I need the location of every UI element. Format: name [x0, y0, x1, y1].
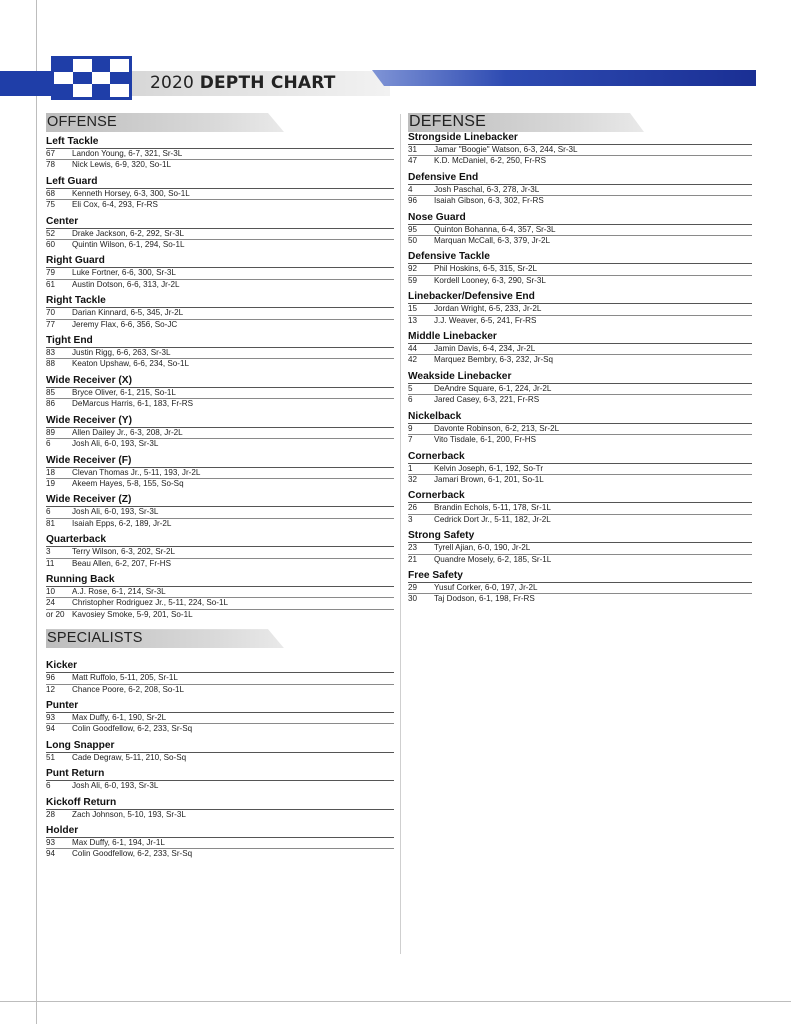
position-title: Punt Return [46, 768, 394, 781]
player-row [46, 240, 394, 250]
position-block [408, 212, 752, 247]
left-column [46, 113, 394, 860]
player-row [408, 503, 752, 514]
jersey-number: 86 [46, 399, 56, 409]
player-row [46, 610, 394, 620]
defense-label: DEFENSE [409, 113, 486, 130]
jersey-number: 28 [46, 809, 56, 819]
jersey-number: 47 [408, 156, 418, 166]
player-details: Isaiah Epps, 6-2, 189, Jr-2L [72, 518, 172, 528]
position-block [408, 530, 752, 565]
player-details: Beau Allen, 6-2, 207, Fr-HS [72, 558, 171, 568]
player-details: Quintin Wilson, 6-1, 294, So-1L [72, 240, 185, 250]
player-details: Kenneth Horsey, 6-3, 300, So-1L [72, 188, 190, 198]
position-block [46, 740, 394, 763]
player-details: Jamari Brown, 6-1, 201, So-1L [434, 474, 544, 484]
player-details: Max Duffy, 6-1, 194, Jr-1L [72, 838, 165, 847]
position-title: Wide Receiver (Y) [46, 415, 394, 428]
player-row [408, 384, 752, 395]
player-details: Allen Dailey Jr., 6-3, 208, Jr-2L [72, 427, 183, 437]
position-block [46, 768, 394, 791]
jersey-number: 24 [46, 598, 56, 608]
position-title: Left Tackle [46, 136, 394, 149]
player-row [408, 583, 752, 594]
player-details: Colin Goodfellow, 6-2, 233, Sr-Sq [72, 849, 193, 859]
player-row [408, 555, 752, 565]
jersey-number: 44 [408, 344, 418, 354]
player-row [46, 673, 394, 684]
position-block [46, 797, 394, 820]
player-row [46, 348, 394, 359]
jersey-number: 6 [46, 439, 51, 449]
player-details: Landon Young, 6-7, 321, Sr-3L [72, 149, 183, 158]
player-row [408, 424, 752, 435]
jersey-number: 93 [46, 838, 56, 847]
player-details: Marquez Bembry, 6-3, 232, Jr-Sq [434, 355, 554, 365]
position-block [46, 335, 394, 370]
player-row [408, 475, 752, 485]
position-block [408, 172, 752, 207]
defense-section-header [408, 113, 752, 132]
position-title: Nose Guard [408, 212, 752, 225]
player-row [46, 320, 394, 330]
jersey-number: 29 [408, 582, 418, 592]
title-main: DEPTH CHART [199, 73, 336, 93]
jersey-number: 51 [46, 752, 56, 762]
jersey-number: 32 [408, 474, 418, 484]
jersey-number: 68 [46, 188, 56, 198]
player-details: Quinton Bohanna, 6-4, 357, Sr-3L [434, 224, 556, 234]
player-details: Cedrick Dort Jr., 5-11, 182, Jr-2L [434, 514, 551, 524]
position-block [408, 411, 752, 446]
player-details: Max Duffy, 6-1, 190, Sr-2L [72, 712, 167, 722]
player-row [46, 724, 394, 734]
position-block [408, 132, 752, 167]
jersey-number: 5 [408, 383, 413, 393]
player-details: Vito Tisdale, 6-1, 200, Fr-HS [434, 435, 536, 445]
header-blue-band-left [0, 71, 52, 96]
player-row [46, 280, 394, 290]
player-details: Luke Fortner, 6-6, 300, Sr-3L [72, 268, 176, 278]
jersey-number: 18 [46, 467, 56, 477]
player-row [46, 160, 394, 170]
jersey-number: 1 [408, 463, 413, 473]
page-trim-vertical [36, 0, 37, 1024]
position-title: Long Snapper [46, 740, 394, 753]
jersey-number: 85 [46, 387, 56, 397]
player-row [408, 395, 752, 405]
player-details: Akeem Hayes, 5-8, 155, So-Sq [72, 478, 184, 488]
jersey-number: 60 [46, 240, 56, 250]
jersey-number: 11 [46, 558, 55, 568]
position-title: Free Safety [408, 570, 752, 583]
player-row [408, 515, 752, 525]
position-block [46, 136, 394, 171]
position-title: Kickoff Return [46, 797, 394, 810]
player-details: Brandin Echols, 5-11, 178, Sr-1L [434, 503, 551, 513]
player-details: Jordan Wright, 6-5, 233, Jr-2L [434, 304, 542, 314]
position-block [408, 451, 752, 486]
player-row [46, 507, 394, 518]
player-details: Cade Degraw, 5-11, 210, So-Sq [72, 752, 187, 762]
player-row [408, 225, 752, 236]
position-title: Cornerback [408, 490, 752, 503]
player-details: Eli Cox, 6-4, 293, Fr-RS [72, 200, 158, 210]
position-block [46, 176, 394, 211]
jersey-number: 89 [46, 427, 56, 437]
jersey-number: 79 [46, 268, 56, 278]
player-row [408, 316, 752, 326]
player-details: DeAndre Square, 6-1, 224, Jr-2L [434, 383, 552, 393]
player-details: Chance Poore, 6-2, 208, So-1L [72, 684, 185, 694]
jersey-number: 4 [408, 184, 413, 194]
player-row [46, 268, 394, 279]
position-block [46, 534, 394, 569]
player-row [46, 519, 394, 529]
position-block [46, 574, 394, 620]
player-row [46, 685, 394, 695]
position-title: Left Guard [46, 176, 394, 189]
jersey-number: 96 [408, 196, 418, 206]
position-title: Kicker [46, 660, 394, 673]
jersey-number: 67 [46, 149, 56, 158]
player-details: Matt Ruffolo, 5-11, 205, Sr-1L [72, 673, 178, 683]
player-row [46, 428, 394, 439]
position-title: Holder [46, 825, 394, 838]
player-details: Jared Casey, 6-3, 221, Fr-RS [434, 395, 540, 405]
jersey-number: 52 [46, 228, 56, 238]
position-block [46, 216, 394, 251]
position-block [46, 415, 394, 450]
player-details: Keaton Upshaw, 6-6, 234, So-1L [72, 359, 189, 369]
jersey-number: 93 [46, 712, 56, 722]
position-title: Middle Linebacker [408, 331, 752, 344]
jersey-number: 70 [46, 308, 56, 318]
player-row [46, 468, 394, 479]
jersey-number: 95 [408, 224, 418, 234]
player-details: Tyrell Ajian, 6-0, 190, Jr-2L [434, 543, 531, 553]
position-title: Tight End [46, 335, 394, 348]
jersey-number: 30 [408, 594, 418, 604]
jersey-number: 7 [408, 435, 413, 445]
player-row [46, 713, 394, 724]
player-details: Kordell Looney, 6-3, 290, Sr-3L [434, 275, 546, 285]
player-row [408, 344, 752, 355]
player-row [46, 229, 394, 240]
player-row [46, 559, 394, 569]
player-details: Clevan Thomas Jr., 5-11, 193, Jr-2L [72, 467, 201, 477]
player-details: K.D. McDaniel, 6-2, 250, Fr-RS [434, 156, 546, 166]
position-block [46, 660, 394, 695]
jersey-number: 78 [46, 160, 56, 170]
title-year: 2020 [150, 73, 195, 93]
player-details: Drake Jackson, 6-2, 292, Sr-3L [72, 228, 185, 238]
player-row [408, 464, 752, 475]
player-details: Terry Wilson, 6-3, 202, Sr-2L [72, 547, 176, 557]
player-details: Austin Dotson, 6-6, 313, Jr-2L [72, 279, 180, 289]
player-row [46, 149, 394, 160]
jersey-number: 94 [46, 724, 56, 734]
player-details: Davonte Robinson, 6-2, 213, Sr-2L [434, 423, 560, 433]
player-row [46, 189, 394, 200]
jersey-number: 92 [408, 264, 418, 274]
player-details: Colin Goodfellow, 6-2, 233, Sr-Sq [72, 724, 193, 734]
player-row [46, 399, 394, 409]
player-row [408, 185, 752, 196]
position-block [46, 255, 394, 290]
jersey-number: 9 [408, 423, 413, 433]
jersey-number: 10 [46, 586, 56, 596]
jersey-number: 50 [408, 236, 418, 246]
jersey-number: 13 [408, 315, 418, 325]
position-title: Right Tackle [46, 295, 394, 308]
page-title [150, 73, 336, 93]
player-row [408, 145, 752, 156]
jersey-number: 26 [408, 503, 418, 513]
jersey-number: 83 [46, 348, 56, 358]
column-divider [400, 114, 401, 954]
jersey-number: 3 [408, 514, 413, 524]
position-block [46, 295, 394, 330]
player-details: Nick Lewis, 6-9, 320, So-1L [72, 160, 171, 170]
position-title: Running Back [46, 574, 394, 587]
player-row [46, 598, 394, 609]
player-details: Josh Paschal, 6-3, 278, Jr-3L [434, 184, 540, 194]
checkered-flag-logo [51, 56, 132, 100]
page-trim-horizontal [0, 1001, 791, 1002]
offense-label: OFFENSE [47, 114, 117, 130]
jersey-number: 6 [408, 395, 413, 405]
player-row [46, 479, 394, 489]
page-header [0, 56, 791, 106]
player-details: Christopher Rodriguez Jr., 5-11, 224, So-1L [72, 598, 228, 608]
position-title: Cornerback [408, 451, 752, 464]
position-block [408, 570, 752, 605]
position-title: Weakside Linebacker [408, 371, 752, 384]
player-details: Taj Dodson, 6-1, 198, Fr-RS [434, 594, 535, 604]
specialists-label: SPECIALISTS [47, 630, 143, 647]
jersey-number: 81 [46, 518, 56, 528]
player-row [46, 838, 394, 849]
offense-section-header [46, 113, 394, 132]
player-details: Jamin Davis, 6-4, 234, Jr-2L [434, 344, 536, 354]
player-details: Josh Ali, 6-0, 193, Sr-3L [72, 439, 159, 449]
position-title: Quarterback [46, 534, 394, 547]
player-details: Isaiah Gibson, 6-3, 302, Fr-RS [434, 196, 544, 206]
position-block [408, 251, 752, 286]
jersey-number: 88 [46, 359, 56, 369]
player-row [46, 439, 394, 449]
position-title: Punter [46, 700, 394, 713]
player-details: A.J. Rose, 6-1, 214, Sr-3L [72, 586, 166, 596]
player-details: Quandre Mosely, 6-2, 185, Sr-1L [434, 554, 552, 564]
player-details: Jeremy Flax, 6-6, 356, So-JC [72, 319, 178, 329]
position-block [46, 494, 394, 529]
player-row [408, 196, 752, 206]
right-column [408, 113, 752, 605]
defense-position-list [408, 132, 752, 605]
player-details: Phil Hoskins, 6-5, 315, Sr-2L [434, 264, 538, 274]
specialists-section-header [46, 629, 394, 648]
jersey-number: 42 [408, 355, 418, 365]
jersey-number: 6 [46, 507, 51, 517]
jersey-number: 31 [408, 145, 418, 154]
jersey-number: 12 [46, 684, 56, 694]
jersey-number: or 20 [46, 609, 65, 619]
jersey-number: 59 [408, 275, 418, 285]
player-row [46, 849, 394, 859]
player-details: J.J. Weaver, 6-5, 241, Fr-RS [434, 315, 537, 325]
position-block [408, 291, 752, 326]
position-title: Strong Safety [408, 530, 752, 543]
jersey-number: 96 [46, 673, 56, 683]
player-row [46, 810, 394, 820]
specialists-position-list [46, 660, 394, 860]
player-row [408, 435, 752, 445]
player-row [46, 781, 394, 791]
player-row [46, 388, 394, 399]
jersey-number: 23 [408, 543, 418, 553]
player-details: Josh Ali, 6-0, 193, Sr-3L [72, 781, 159, 791]
offense-position-list [46, 136, 394, 620]
player-row [46, 753, 394, 763]
player-details: Bryce Oliver, 6-1, 215, So-1L [72, 387, 176, 397]
header-blue-band-right [372, 70, 756, 86]
player-row [46, 547, 394, 558]
position-title: Center [46, 216, 394, 229]
player-details: DeMarcus Harris, 6-1, 183, Fr-RS [72, 399, 193, 409]
player-details: Justin Rigg, 6-6, 263, Sr-3L [72, 348, 171, 358]
position-title: Wide Receiver (Z) [46, 494, 394, 507]
position-title: Wide Receiver (X) [46, 375, 394, 388]
position-title: Defensive End [408, 172, 752, 185]
player-row [408, 236, 752, 246]
jersey-number: 61 [46, 279, 56, 289]
position-title: Strongside Linebacker [408, 132, 752, 145]
player-row [46, 587, 394, 598]
player-details: Kelvin Joseph, 6-1, 192, So-Tr [434, 463, 544, 473]
player-details: Yusuf Corker, 6-0, 197, Jr-2L [434, 582, 538, 592]
position-title: Defensive Tackle [408, 251, 752, 264]
player-details: Jamar "Boogie" Watson, 6-3, 244, Sr-3L [434, 145, 578, 154]
player-row [408, 543, 752, 554]
position-block [46, 825, 394, 860]
position-title: Right Guard [46, 255, 394, 268]
player-row [408, 264, 752, 275]
position-block [46, 375, 394, 410]
player-details: Darian Kinnard, 6-5, 345, Jr-2L [72, 308, 184, 318]
player-row [408, 156, 752, 166]
position-title: Linebacker/Defensive End [408, 291, 752, 304]
player-details: Kavosiey Smoke, 5-9, 201, So-1L [72, 609, 193, 619]
player-row [46, 200, 394, 210]
position-block [408, 490, 752, 525]
player-row [46, 308, 394, 319]
position-block [408, 331, 752, 366]
jersey-number: 3 [46, 547, 51, 557]
player-row [408, 304, 752, 315]
jersey-number: 77 [46, 319, 56, 329]
player-details: Josh Ali, 6-0, 193, Sr-3L [72, 507, 159, 517]
jersey-number: 94 [46, 849, 56, 859]
position-block [46, 700, 394, 735]
jersey-number: 15 [408, 304, 418, 314]
player-row [408, 276, 752, 286]
jersey-number: 75 [46, 200, 56, 210]
player-details: Zach Johnson, 5-10, 193, Sr-3L [72, 809, 186, 819]
jersey-number: 19 [46, 478, 56, 488]
player-row [408, 594, 752, 604]
player-details: Marquan McCall, 6-3, 379, Jr-2L [434, 236, 551, 246]
jersey-number: 6 [46, 781, 51, 791]
position-block [46, 455, 394, 490]
player-row [408, 355, 752, 365]
player-row [46, 359, 394, 369]
position-title: Wide Receiver (F) [46, 455, 394, 468]
position-title: Nickelback [408, 411, 752, 424]
jersey-number: 21 [408, 554, 418, 564]
position-block [408, 371, 752, 406]
